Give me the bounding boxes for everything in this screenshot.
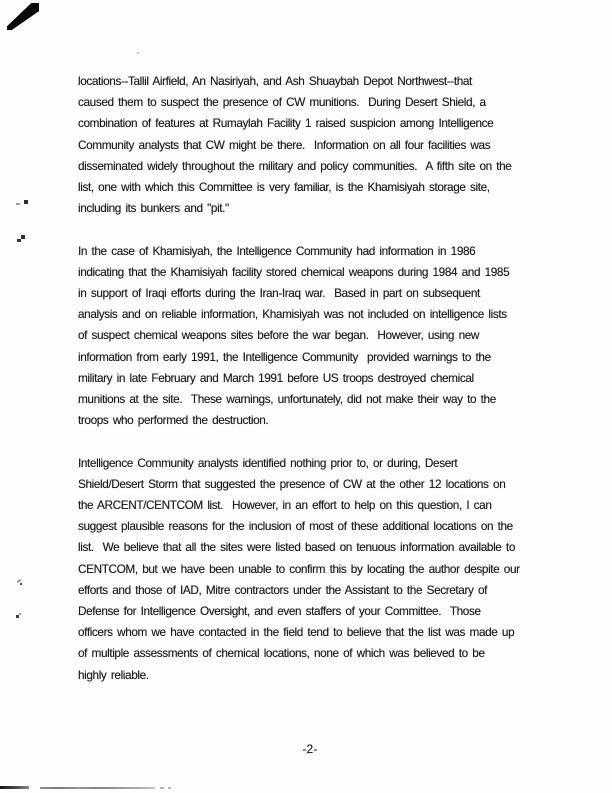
text-line: indicating that the Khamisiyah facility stored chemical weapons during 1984 and 1985 bbox=[78, 264, 510, 279]
paragraph bbox=[78, 241, 572, 432]
margin-pencil-mark bbox=[19, 613, 21, 615]
text-line: Shield/Desert Storm that suggested the presence of CW at the other 12 locations on bbox=[78, 476, 506, 491]
scan-speck bbox=[137, 52, 139, 54]
text-line: In the case of Khamisiyah, the Intelligence Community had information in 1986 bbox=[78, 243, 476, 258]
text-line: caused them to suspect the presence of CW munitions. During Desert Shield, a bbox=[78, 95, 486, 110]
paragraph bbox=[78, 71, 572, 219]
text-line: Intelligence Community analysts identified nothing prior to, or during, Desert bbox=[78, 455, 458, 470]
text-line: of multiple assessments of chemical locations, none of which was believed to be bbox=[78, 646, 485, 661]
text-line: Community analysts that CW might be there. Information on all four facilities was bbox=[78, 137, 491, 152]
margin-pencil-mark bbox=[24, 200, 28, 204]
text-line: information from early 1991, the Intelligence Community provided warnings to the bbox=[78, 349, 491, 364]
scanner-streak-speck bbox=[160, 787, 164, 789]
margin-pencil-mark bbox=[16, 615, 19, 618]
scanner-streak-left bbox=[0, 786, 29, 789]
paragraph bbox=[78, 453, 572, 686]
margin-pencil-mark bbox=[16, 203, 20, 205]
margin-pencil-mark bbox=[21, 235, 25, 239]
text-line: in support of Iraqi efforts during the Iran-Iraq war. Based in part on subsequent bbox=[78, 286, 480, 301]
corner-fold-mark bbox=[7, 3, 39, 30]
text-line: munitions at the site. These warnings, unfortunately, did not make their way to the bbox=[78, 392, 496, 407]
scanner-streak-speck bbox=[168, 787, 171, 789]
text-line: including its bunkers and "pit." bbox=[78, 201, 229, 216]
text-line: list, one with which this Committee is very familiar, is the Khamisiyah storage site, bbox=[78, 180, 490, 195]
document-body bbox=[78, 71, 572, 707]
text-line: of suspect chemical weapons sites before the war began. However, using new bbox=[78, 328, 480, 343]
margin-pencil-mark bbox=[20, 583, 22, 585]
text-line: military in late February and March 1991 before US troops destroyed chemical bbox=[78, 370, 474, 385]
text-line: officers whom we have contacted in the field tend to believe that the list was made up bbox=[78, 625, 515, 640]
page-number: -2- bbox=[302, 741, 318, 756]
text-line: Defense for Intelligence Oversight, and even staffers of your Committee. Those bbox=[78, 604, 481, 619]
text-line: the ARCENT/CENTCOM list. However, in an effort to help on this question, I can bbox=[78, 498, 492, 513]
scanner-streak-right bbox=[40, 787, 155, 789]
text-line: highly reliable. bbox=[78, 667, 149, 682]
text-line: efforts and those of IAD, Mitre contractors under the Assistant to the Secretary of bbox=[78, 582, 488, 597]
text-line: troops who performed the destruction. bbox=[78, 413, 269, 428]
text-line: analysis and on reliable information, Khamisiyah was not included on intelligence lists bbox=[78, 307, 507, 322]
text-line: list. We believe that all the sites were listed based on tenuous information available to bbox=[78, 540, 515, 555]
text-line: locations--Tallil Airfield, An Nasiriyah, and Ash Shuaybah Depot Northwest--that bbox=[78, 74, 472, 88]
margin-pencil-mark bbox=[17, 239, 21, 242]
text-line: combination of features at Rumaylah Facility 1 raised suspicion among Intelligence bbox=[78, 116, 494, 131]
text-line: CENTCOM, but we have been unable to confirm this by locating the author despite our bbox=[78, 561, 520, 576]
text-line: disseminated widely throughout the military and policy communities. A fifth site on the bbox=[78, 158, 512, 173]
text-line: suggest plausible reasons for the inclusion of most of these additional locations on the bbox=[78, 519, 513, 534]
